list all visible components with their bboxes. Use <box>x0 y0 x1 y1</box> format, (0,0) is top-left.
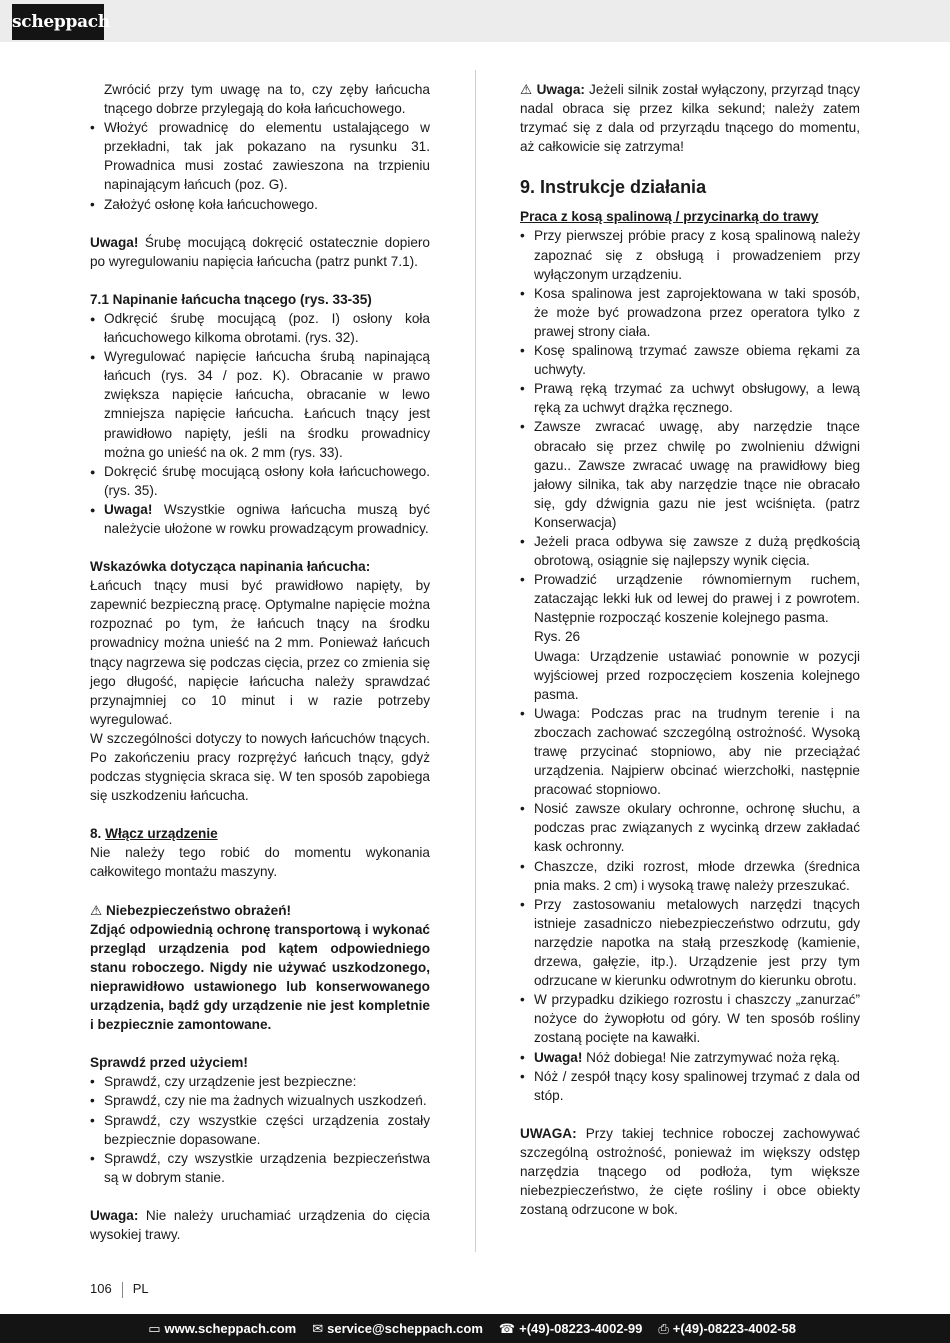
section-number: 8. <box>90 826 106 842</box>
fax-icon: ⎙ <box>658 1320 669 1336</box>
tip-paragraph: Łańcuch tnący musi być prawidłowo napięty, by zapewnić bezpieczną pracę. Optymalne napięcie można rozpoznać po tym, że łańcuch tnący na środku prowadnicy można unieść na 2 mm. Ponieważ łańcuch tnący nagrzewa się podczas cięcia, przez co zmienia się jego długość, napięcie łańcucha należy sprawdzać przynajmniej co 10 minut i w razie potrzeby wyregulować. <box>90 578 431 727</box>
warning-triangle-icon: ⚠ <box>520 82 533 97</box>
note-text: Nóż dobiega! Nie zatrzymywać noża ręką. <box>582 1049 840 1065</box>
list-item: • Jeżeli praca odbywa się zawsze z dużą prędkością obrotową, osiągnie się najlepszy wynik cięcia. <box>520 532 860 570</box>
note-paragraph <box>90 233 430 271</box>
list-item: • Zawsze zwracać uwagę, aby narzędzie tnące obracało się przez chwilę po zwolnieniu dźwigni gazu.. Zawsze zwracać uwagę na prawidłowy bieg jałowy silnika, tak aby narzędzie tnące nie obracało się, gdy dźwignia gazu nie jest wciśnięta. (patrz Konserwacja) <box>520 417 860 532</box>
check-list <box>90 1072 430 1187</box>
note-label: Uwaga: <box>90 1207 139 1223</box>
note-label: UWAGA: <box>520 1125 577 1141</box>
right-column <box>520 80 860 1219</box>
list-item <box>90 500 430 538</box>
list-item: • Kosa spalinowa jest zaprojektowana w taki sposób, że może być prowadzona przez operatora tylko z prawej strony ciała. <box>520 284 860 341</box>
list-item: ● Wyregulować napięcie łańcucha śrubą napinającą łańcuch (rys. 34 / poz. K). Obracanie w prawo zwiększa napięcie łańcucha, obracanie w lewo zmniejsza napięcie łańcucha. Łańcuch tnący jest prawidłowo napięty, jeśli na środku prowadnicy można go unieść na ok. 2 mm (rys. 33). <box>90 347 430 462</box>
note-text: Nie należy uruchamiać urządzenia do cięcia wysokiej trawy. <box>90 1207 430 1242</box>
email-link[interactable]: ✉ service@scheppach.com <box>312 1320 483 1336</box>
list-item: • W przypadku dzikiego rozrostu i chaszczy „zanurzać” nożyce do żywopłotu od góry. W ten sposób rośliny zostaną pocięte na kawałki. <box>520 990 860 1047</box>
section-heading-8 <box>90 824 430 843</box>
section-title: Włącz urządzenie <box>105 826 218 842</box>
tension-steps-list <box>90 309 430 538</box>
monitor-icon: ▭ <box>148 1320 161 1336</box>
warning-label: Uwaga: <box>532 82 585 97</box>
section-heading-9: 9. Instrukcje działania <box>520 177 707 198</box>
note-text: Śrubę mocującą dokręcić ostatecznie dopiero po wyregulowaniu napięcia łańcucha (patrz punkt 7.1). <box>90 234 430 269</box>
tip-heading: Wskazówka dotycząca napinania łańcucha: <box>90 559 371 575</box>
warning-triangle-icon: ⚠ <box>90 902 103 918</box>
note-text: Wszystkie ogniwa łańcucha muszą być należycie ułożone w rowku prowadzącym prowadnicy. <box>104 501 430 536</box>
warning-paragraph <box>520 80 860 156</box>
warning-text: Jeżeli silnik został wyłączony, przyrząd tnący nadal obraca się przez kilka sekund; należy zatem trzymać się z dala od przyrządu tnącego do momentu, aż całkowicie się zatrzyma! <box>520 82 861 155</box>
language-code: PL <box>132 1281 149 1296</box>
brand-logo: scheppach <box>12 4 104 40</box>
tip-paragraph: W szczególności dotyczy to nowych łańcuchów tnących. Po zakończeniu pracy rozprężyć łańcuch tnący, gdyż podczas stygnięcia skraca się. W ten sposób zapobiega się uszkodzeniu łańcucha. <box>90 730 430 804</box>
list-item: • Prawą ręką trzymać za uchwyt obsługowy, a lewą ręką za uchwyt drążka ręcznego. <box>520 379 860 417</box>
list-item: • Uwaga: Podczas prac na trudnym terenie i na zboczach zachować szczególną ostrożność. Wysoką trawę przycinać stopniowo, aby nie przeciążać urządzenia. Najpierw obcinać wierzchołki, następnie pracować stopniowo. <box>520 704 860 799</box>
list-item: • Nóż / zespół tnący kosy spalinowej trzymać z dala od stóp. <box>520 1067 860 1105</box>
danger-text: Zdjąć odpowiednią ochronę transportową i wykonać przegląd urządzenia pod kątem odpowiedniego stanu roboczego. Nigdy nie używać uszkodzonego, nieprawidłowo ustawionego lub konserwowanego urządzenia, bądź gdy urządzenie nie jest kompletnie i bezpiecznie zamontowane. <box>90 921 430 1033</box>
fax-number: ⎙ +(49)-08223-4002-58 <box>658 1320 796 1336</box>
list-item: • Założyć osłonę koła łańcuchowego. <box>90 195 430 214</box>
danger-title: Niebezpieczeństwo obrażeń! <box>102 902 292 918</box>
list-item: • Sprawdź, czy urządzenie jest bezpieczne: <box>90 1072 430 1091</box>
note-paragraph <box>90 1206 430 1244</box>
list-item: ● Odkręcić śrubę mocującą (poz. I) osłony koła łańcuchowego kilkoma obrotami. (rys. 32). <box>90 309 430 347</box>
website-link[interactable]: ▭ www.scheppach.com <box>148 1320 297 1336</box>
list-item: • Włożyć prowadnicę do elementu ustalającego w przekładni, tak jak pokazano na rysunku 31. Prowadnica musi zostać zawieszona na trzpieniu napinającym łańcuch (poz. G). <box>90 118 430 194</box>
list-item-text: • Prowadzić urządzenie równomiernym ruchem, zataczając lekki łuk od lewej do prawej i z powrotem. Następnie rozpocząć koszenie kolejnego pasma. <box>534 572 860 626</box>
list-item: • Sprawdź, czy nie ma żadnych wizualnych uszkodzeń. <box>90 1091 430 1110</box>
final-warning <box>520 1124 860 1219</box>
column-divider <box>475 70 476 1252</box>
assembly-list <box>90 118 430 213</box>
note-label: Uwaga! <box>90 234 139 250</box>
section-heading-7-1: 7.1 Napinanie łańcucha tnącego (rys. 33-35) <box>90 291 372 307</box>
phone-number: ☎ +(49)-08223-4002-99 <box>498 1320 643 1336</box>
list-item <box>520 1048 860 1067</box>
list-item: • Kosę spalinową trzymać zawsze obiema rękami za uchwyty. <box>520 341 860 379</box>
page-number: 106 <box>90 1281 112 1296</box>
page-footer <box>90 1281 149 1298</box>
list-item <box>520 570 860 704</box>
danger-heading <box>90 901 430 920</box>
chain-fit-note: Zwrócić przy tym uwagę na to, czy zęby łańcucha tnącego dobrze przylegają do koła łańcuchowego. <box>104 82 430 117</box>
note-label: Uwaga! <box>104 501 153 517</box>
operation-list <box>520 226 860 1104</box>
note-label: Uwaga! <box>534 1049 583 1065</box>
list-item-text: Uwaga: Urządzenie ustawiać ponownie w pozycji wyjściowej przed rozpoczęciem koszenia kolejnego pasma. <box>534 648 860 702</box>
mail-icon: ✉ <box>312 1320 324 1336</box>
list-item: • Nosić zawsze okulary ochronne, ochronę słuchu, a podczas prac związanych z wycinką drzew zakładać kask ochronny. <box>520 799 860 856</box>
header-bar <box>0 0 950 42</box>
list-item: • Chaszcze, dziki rozrost, młode drzewka (średnica pnia maks. 2 cm) i wysoką trawę należy przeszukać. <box>520 857 860 895</box>
left-column <box>90 80 430 1244</box>
check-heading: Sprawdź przed użyciem! <box>90 1055 248 1071</box>
contact-bar <box>0 1314 950 1343</box>
list-item: • Przy zastosowaniu metalowych narzędzi tnących istnieje zasadniczo niebezpieczeństwo odrzutu, gdy narzędzie napotka na stałą przeszkodę (kamienie, drzewa, gałęzie, itp.). Urządzenie jest przy tym odrzucane w kierunku odwrotnym do kierunku obrotu. <box>520 895 860 990</box>
list-item: • Przy pierwszej próbie pracy z kosą spalinową należy zapoznać się z obsługą i prowadzeniem przy wyłączonym urządzeniu. <box>520 226 860 283</box>
phone-icon: ☎ <box>498 1320 516 1336</box>
list-item: ● Dokręcić śrubę mocującą osłony koła łańcuchowego. (rys. 35). <box>90 462 430 500</box>
section-8-text: Nie należy tego robić do momentu wykonania całkowitego montażu maszyny. <box>90 845 430 880</box>
list-item: • Sprawdź, czy wszystkie części urządzenia zostały bezpiecznie dopasowane. <box>90 1111 430 1149</box>
list-item: • Sprawdź, czy wszystkie urządzenia bezpieczeństwa są w dobrym stanie. <box>90 1149 430 1187</box>
note-text: Przy takiej technice roboczej zachowywać szczególną ostrożność, ponieważ im większy odstęp narzędzia tnącego od podłoża, tym większe niebezpieczeństwo, że cięte rośliny i obce obiekty zostaną odrzucone w bok. <box>520 1125 860 1218</box>
figure-reference: Rys. 26 <box>534 629 581 645</box>
subsection-heading: Praca z kosą spalinową / przycinarką do trawy <box>520 209 819 225</box>
